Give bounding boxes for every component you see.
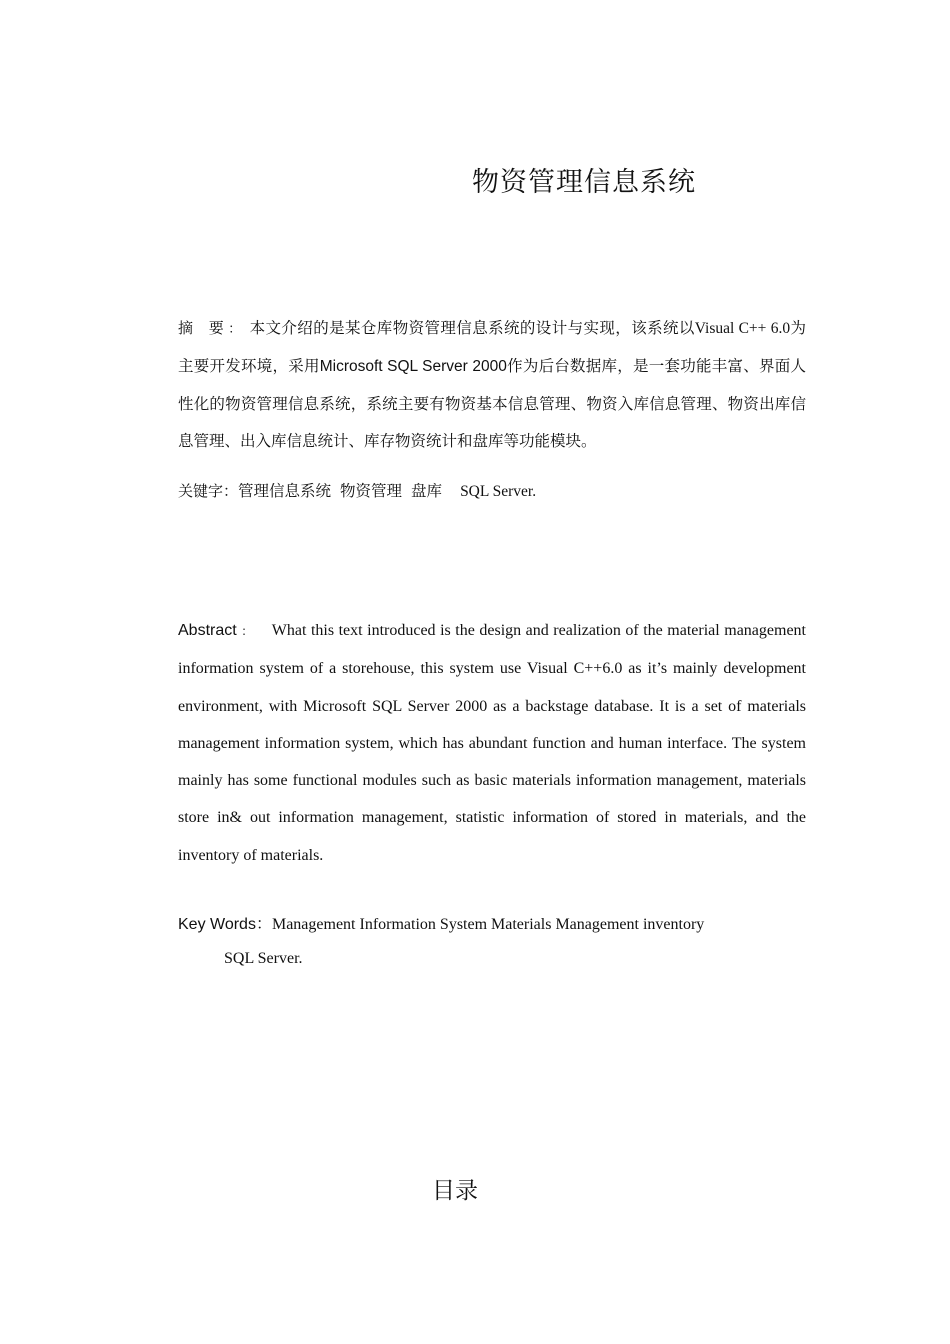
chinese-keyword: 盘库 <box>411 483 443 500</box>
english-keywords-line2: SQL Server. <box>224 950 303 967</box>
chinese-keywords-label: 关键字： <box>178 482 239 500</box>
chinese-abstract-colon: ： <box>228 322 242 337</box>
english-abstract-text: What this text introduced is the design and realization of the material management information system of a storehouse, this system use Visual C++6.0 as it’s mainly development environment, with Microsoft SQL Server 2000 as a backstage database. It is a set of materials management information system, which has abundant function and human interface. The system mainly has some functional modules such as basic materials information management, materials store in& out information management, statistic information of stored in materials, and the inventory of materials. <box>178 622 806 864</box>
chinese-keyword: 物资管理 <box>340 483 403 500</box>
chinese-abstract-label: 摘 要 <box>178 319 225 337</box>
english-keywords-text: Management Information System Materials Management inventory <box>271 916 705 933</box>
english-keywords-colon: ： <box>255 916 272 933</box>
document-title: 物资管理信息系统 <box>472 167 696 198</box>
chinese-keywords <box>178 479 806 504</box>
chinese-abstract-text-part2: Microsoft SQL Server 2000 <box>319 358 507 376</box>
chinese-abstract-text-part3: 作为后台数据库，是一套功能丰富、界面人性化的物资管理信息系统，系统主要有物资基本信息管理、物资入库信息管理、物资出库信息管理、出入库信息统计、库存物资统计和盘库等功能模块。 <box>178 358 806 450</box>
english-keywords-label: Key Words <box>178 916 256 933</box>
english-keywords-line1 <box>178 908 806 942</box>
english-abstract-colon: ： <box>240 624 254 638</box>
chinese-keyword: SQL Server. <box>460 483 537 500</box>
chinese-abstract-text-part1: 本文介绍的是某仓库物资管理信息系统的设计与实现，该系统以Visual C++ 6.0为主要开发环境，采用 <box>178 320 806 376</box>
english-abstract <box>178 612 806 874</box>
table-of-contents-title: 目录 <box>432 1178 478 1204</box>
chinese-abstract <box>178 310 806 460</box>
english-abstract-label: Abstract <box>178 622 237 639</box>
english-keywords <box>178 908 806 976</box>
chinese-keyword: 管理信息系统 <box>238 483 332 500</box>
